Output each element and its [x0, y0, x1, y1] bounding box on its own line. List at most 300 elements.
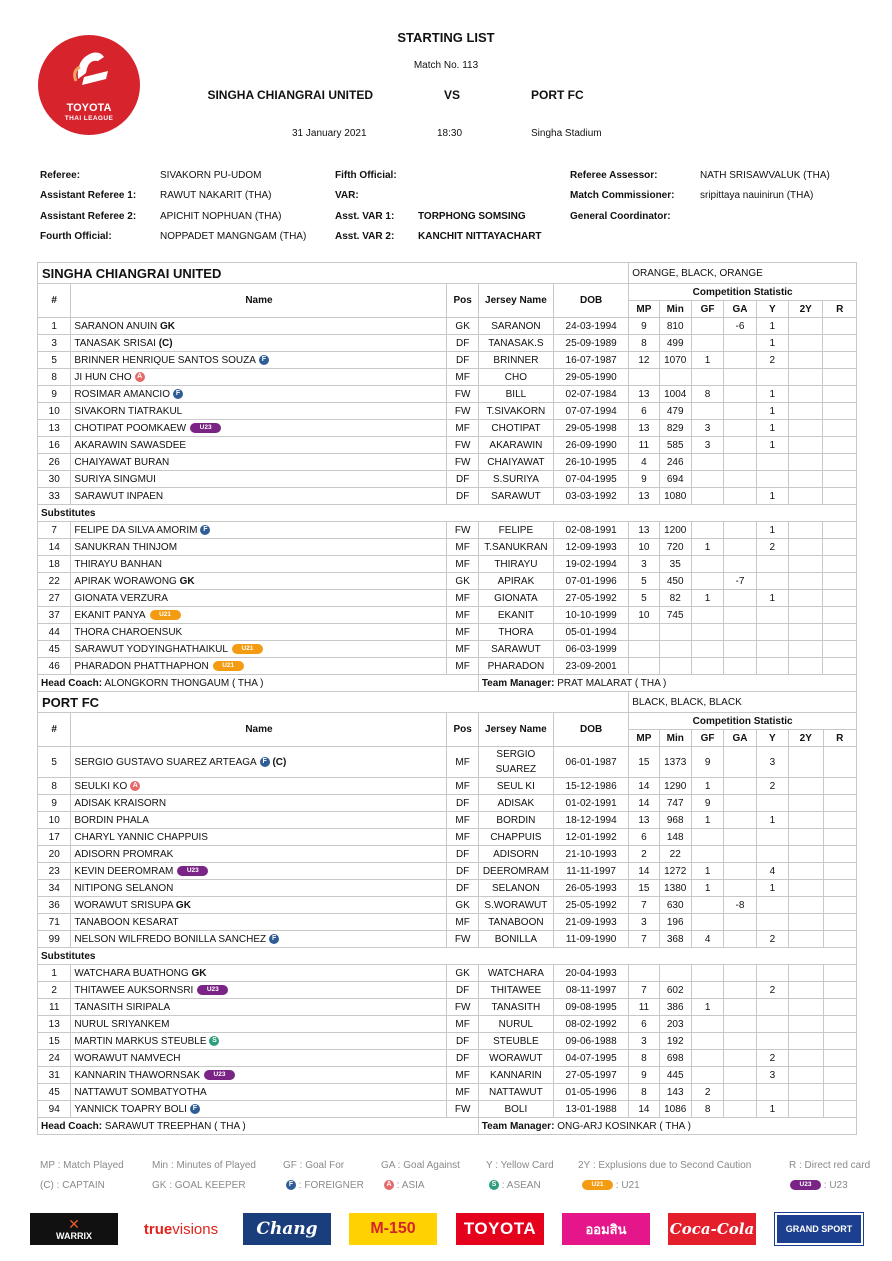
player-jersey: TANASAK.S [478, 335, 553, 352]
player-name: NATTAWUT SOMBATYOTHA [74, 1086, 207, 1098]
stat-min: 143 [659, 1084, 691, 1101]
stat-y [756, 556, 788, 573]
stat-y [756, 607, 788, 624]
u23-badge: U23 [177, 866, 208, 876]
player-name: ADISAK KRAISORN [74, 797, 167, 809]
stat-gf [691, 1067, 723, 1084]
player-dob: 26-09-1990 [554, 437, 629, 454]
player-name-cell [71, 1067, 447, 1084]
stat-r [823, 488, 857, 505]
stat-r [823, 778, 857, 795]
stat-min: 602 [659, 982, 691, 999]
stat-r [823, 999, 857, 1016]
sponsor-warrix [30, 1213, 118, 1245]
stat-min: 810 [659, 318, 691, 335]
stat-mp: 7 [629, 982, 659, 999]
stat-min: 968 [659, 812, 691, 829]
stat-mp: 3 [629, 556, 659, 573]
player-name-cell [71, 1050, 447, 1067]
player-dob: 08-11-1997 [553, 982, 628, 999]
col-y2: 2Y [789, 301, 823, 318]
player-name: SARAWUT INPAEN [74, 490, 164, 502]
u23-badge: U23 [197, 985, 228, 995]
stat-ga [724, 335, 756, 352]
player-row [38, 539, 857, 556]
player-pos: DF [447, 846, 478, 863]
player-number: 99 [38, 931, 71, 948]
stat-ga [724, 778, 756, 795]
stat-gf: 3 [691, 437, 723, 454]
player-name: SEULKI KO [74, 780, 128, 792]
stat-ga [724, 1050, 756, 1067]
stat-gf [691, 1050, 723, 1067]
legend-r: R : Direct red card [789, 1160, 871, 1171]
stat-gf [691, 573, 723, 590]
player-tag: (C) [158, 337, 173, 349]
legend-asia-text: : ASIA [396, 1180, 425, 1191]
player-row [38, 590, 857, 607]
player-number: 33 [38, 488, 71, 505]
player-number: 14 [38, 539, 71, 556]
page-title: STARTING LIST [397, 30, 495, 45]
league-logo [38, 35, 140, 135]
player-dob: 23-09-2001 [554, 658, 629, 675]
stat-gf [691, 658, 723, 675]
player-jersey: T.SANUKRAN [478, 539, 553, 556]
stat-gf [691, 965, 723, 982]
coordinator-label: General Coordinator: [570, 211, 671, 222]
player-name: PHARADON PHATTHAPHON [74, 660, 209, 672]
ar2-label: Assistant Referee 2: [40, 211, 137, 222]
player-name: SARANON ANUIN [74, 320, 158, 332]
stat-y2 [789, 386, 823, 403]
player-name-cell [71, 1084, 447, 1101]
player-number: 36 [38, 897, 71, 914]
player-pos: DF [447, 1050, 478, 1067]
foreigner-icon: F [259, 355, 269, 365]
player-jersey: BORDIN [478, 812, 553, 829]
player-name-cell [71, 403, 447, 420]
player-dob: 18-12-1994 [553, 812, 628, 829]
player-pos: MF [447, 420, 478, 437]
player-dob: 29-05-1990 [554, 369, 629, 386]
player-name: SANUKRAN THINJOM [74, 541, 178, 553]
avar1-label: Asst. VAR 1: [335, 211, 395, 222]
legend-mp: MP : Match Played [40, 1160, 124, 1171]
stat-y2 [789, 1050, 823, 1067]
stat-mp [629, 641, 659, 658]
player-name: SARAWUT YODYINGHATHAIKUL [74, 643, 228, 655]
ar2-value: APICHIT NOPHUAN (THA) [160, 211, 282, 222]
player-row [38, 880, 857, 897]
stat-y2 [789, 522, 823, 539]
stat-ga [724, 1101, 756, 1118]
stat-gf: 1 [691, 590, 723, 607]
player-pos: GK [447, 573, 478, 590]
player-jersey: GIONATA [478, 590, 553, 607]
col-r: R [823, 730, 857, 747]
player-pos: GK [447, 897, 478, 914]
player-pos: MF [447, 607, 478, 624]
player-name-cell [71, 471, 447, 488]
player-pos: FW [447, 1101, 478, 1118]
stat-mp: 13 [629, 488, 659, 505]
stat-min [659, 369, 691, 386]
player-dob: 24-03-1994 [554, 318, 629, 335]
stat-gf: 8 [691, 1101, 723, 1118]
player-row [38, 965, 857, 982]
legend-min: Min : Minutes of Played [152, 1160, 256, 1171]
player-jersey: NURUL [478, 1016, 553, 1033]
stat-mp: 13 [629, 522, 659, 539]
stat-mp: 14 [629, 1101, 659, 1118]
stat-y: 1 [756, 880, 788, 897]
stat-min: 1086 [659, 1101, 691, 1118]
player-row [38, 607, 857, 624]
player-pos: GK [447, 965, 478, 982]
stat-y2 [789, 880, 823, 897]
stat-y [756, 795, 788, 812]
u23-badge: U23 [204, 1070, 235, 1080]
legend-asean-text: : ASEAN [501, 1180, 541, 1191]
team-kit-colors: ORANGE, BLACK, ORANGE [629, 263, 857, 284]
player-pos: FW [447, 931, 478, 948]
player-dob: 25-05-1992 [553, 897, 628, 914]
player-name: THORA CHAROENSUK [74, 626, 183, 638]
player-jersey: ADISAK [478, 795, 553, 812]
sponsor-toyota: TOYOTA [456, 1213, 544, 1245]
player-name-cell [71, 522, 447, 539]
player-name-cell [71, 641, 447, 658]
stat-min [659, 965, 691, 982]
player-pos: MF [447, 369, 478, 386]
player-jersey: SEUL KI [478, 778, 553, 795]
stat-y2 [789, 1033, 823, 1050]
stat-ga [724, 420, 756, 437]
player-jersey: APIRAK [478, 573, 553, 590]
player-name: THIRAYU BANHAN [74, 558, 163, 570]
legend-gk: GK : GOAL KEEPER [152, 1180, 246, 1191]
stat-mp: 3 [629, 1033, 659, 1050]
col-name: Name [71, 284, 447, 318]
stat-y [756, 454, 788, 471]
sponsor-chang: Chang [243, 1213, 331, 1245]
asean-icon: S [209, 1036, 219, 1046]
legend-gf: GF : Goal For [283, 1160, 345, 1171]
stat-min: 445 [659, 1067, 691, 1084]
stat-ga: -7 [724, 573, 756, 590]
stat-y2 [789, 369, 823, 386]
player-jersey: CHO [478, 369, 553, 386]
stat-y [756, 1033, 788, 1050]
stat-y [756, 573, 788, 590]
stat-min: 386 [659, 999, 691, 1016]
player-name-cell [71, 539, 447, 556]
stat-mp: 13 [629, 812, 659, 829]
stat-r [823, 539, 857, 556]
player-name-cell [71, 369, 447, 386]
legend-y: Y : Yellow Card [486, 1160, 554, 1171]
col-gf: GF [691, 730, 723, 747]
away-team-table [37, 691, 857, 1135]
player-number: 8 [38, 778, 71, 795]
player-row [38, 335, 857, 352]
stat-mp: 14 [629, 778, 659, 795]
ar1-value: RAWUT NAKARIT (THA) [160, 190, 272, 201]
stat-min: 499 [659, 335, 691, 352]
stat-ga [724, 471, 756, 488]
legend-captain: (C) : CAPTAIN [40, 1180, 105, 1191]
stat-y2 [789, 437, 823, 454]
foreigner-icon: F [260, 757, 270, 767]
stat-mp: 10 [629, 539, 659, 556]
head-coach-label: Head Coach: [41, 677, 103, 689]
player-pos: MF [447, 778, 478, 795]
player-dob: 27-05-1997 [553, 1067, 628, 1084]
player-number: 18 [38, 556, 71, 573]
col-ga: GA [724, 730, 756, 747]
team-manager-label: Team Manager: [481, 677, 555, 689]
sponsor-cocacola: Coca-Cola [668, 1213, 756, 1245]
stat-min [659, 658, 691, 675]
u21-badge: U21 [150, 610, 181, 620]
player-row [38, 522, 857, 539]
player-dob: 05-01-1994 [554, 624, 629, 641]
player-number: 15 [38, 1033, 71, 1050]
player-name: NITIPONG SELANON [74, 882, 174, 894]
stat-min: 698 [659, 1050, 691, 1067]
player-dob: 06-01-1987 [553, 747, 628, 778]
stat-min: 585 [659, 437, 691, 454]
player-name: FELIPE DA SILVA AMORIM [74, 524, 198, 536]
col-dob: DOB [554, 284, 629, 318]
player-row [38, 747, 857, 778]
truevisions-text-b: visions [172, 1220, 219, 1238]
player-row [38, 1033, 857, 1050]
stat-r [823, 590, 857, 607]
stat-y [756, 624, 788, 641]
stat-y2 [789, 999, 823, 1016]
stat-y [756, 965, 788, 982]
player-number: 8 [38, 369, 71, 386]
player-pos: MF [447, 914, 478, 931]
player-name-cell [71, 897, 447, 914]
player-row [38, 1016, 857, 1033]
player-name: NELSON WILFREDO BONILLA SANCHEZ [74, 933, 267, 945]
stat-mp: 2 [629, 846, 659, 863]
stat-min: 1080 [659, 488, 691, 505]
stat-mp: 8 [629, 1050, 659, 1067]
stat-gf: 1 [691, 812, 723, 829]
match-time: 18:30 [437, 128, 463, 139]
player-number: 94 [38, 1101, 71, 1118]
player-dob: 04-07-1995 [553, 1050, 628, 1067]
stat-r [823, 846, 857, 863]
player-pos: MF [447, 812, 478, 829]
avar2-label: Asst. VAR 2: [335, 231, 395, 242]
player-jersey: SARANON [478, 318, 553, 335]
col-jersey: Jersey Name [478, 284, 553, 318]
player-name-cell [71, 590, 447, 607]
player-name: SURIYA SINGMUI [74, 473, 156, 485]
legend-asia [381, 1180, 425, 1191]
stat-mp: 5 [629, 573, 659, 590]
col-stats: Competition Statistic [629, 284, 857, 301]
team-manager-value: PRAT MALARAT ( THA ) [557, 677, 667, 689]
player-pos: DF [447, 863, 478, 880]
stat-min: 479 [659, 403, 691, 420]
player-jersey: EKANIT [478, 607, 553, 624]
player-number: 71 [38, 914, 71, 931]
player-dob: 16-07-1987 [554, 352, 629, 369]
stat-ga [724, 607, 756, 624]
stat-min: 720 [659, 539, 691, 556]
player-name: TANASITH SIRIPALA [74, 1001, 171, 1013]
stat-ga [724, 658, 756, 675]
legend-ga: GA : Goal Against [381, 1160, 460, 1171]
stat-y: 1 [756, 1101, 788, 1118]
player-jersey: BONILLA [478, 931, 553, 948]
head-coach [38, 1118, 479, 1135]
stat-mp: 10 [629, 607, 659, 624]
player-dob: 01-02-1991 [553, 795, 628, 812]
stat-r [823, 658, 857, 675]
stat-min: 1380 [659, 880, 691, 897]
stat-ga [724, 539, 756, 556]
player-jersey: TANABOON [478, 914, 553, 931]
player-pos: FW [447, 522, 478, 539]
player-name: JI HUN CHO [74, 371, 132, 383]
player-dob: 08-02-1992 [553, 1016, 628, 1033]
stat-gf [691, 556, 723, 573]
player-pos: MF [447, 747, 478, 778]
sponsor-truevisions [138, 1213, 224, 1245]
stat-gf: 1 [691, 778, 723, 795]
player-jersey: THITAWEE [478, 982, 553, 999]
player-number: 45 [38, 641, 71, 658]
stat-r [823, 747, 857, 778]
foreigner-icon: F [173, 389, 183, 399]
player-row [38, 812, 857, 829]
stat-gf: 1 [691, 880, 723, 897]
referee-value: SIVAKORN PU-UDOM [160, 170, 262, 181]
player-tag: GK [191, 967, 207, 979]
col-r: R [823, 301, 857, 318]
stat-gf [691, 471, 723, 488]
stat-r [823, 1016, 857, 1033]
stat-gf [691, 1016, 723, 1033]
asia-icon: A [130, 781, 140, 791]
stat-r [823, 1067, 857, 1084]
stat-r [823, 573, 857, 590]
stat-mp: 9 [629, 471, 659, 488]
stat-y2 [789, 454, 823, 471]
stat-y2 [789, 590, 823, 607]
player-jersey: BOLI [478, 1101, 553, 1118]
player-name: CHAIYAWAT BURAN [74, 456, 170, 468]
player-dob: 07-01-1996 [554, 573, 629, 590]
player-pos: MF [447, 1067, 478, 1084]
player-name-cell [71, 846, 447, 863]
stat-mp: 7 [629, 897, 659, 914]
stat-y: 2 [756, 982, 788, 999]
stat-ga [724, 1033, 756, 1050]
stat-y2 [789, 641, 823, 658]
player-jersey: CHOTIPAT [478, 420, 553, 437]
player-pos: MF [447, 1016, 478, 1033]
player-jersey: SERGIO SUAREZ [478, 747, 553, 778]
player-pos: MF [447, 1084, 478, 1101]
stat-mp: 15 [629, 880, 659, 897]
stat-ga [724, 1016, 756, 1033]
stat-y [756, 914, 788, 931]
stat-y: 1 [756, 488, 788, 505]
stat-gf [691, 488, 723, 505]
col-name: Name [71, 713, 447, 747]
stat-ga [724, 747, 756, 778]
player-name: WORAWUT SRISUPA [74, 899, 174, 911]
player-number: 9 [38, 795, 71, 812]
logo-text-toyota: TOYOTA [66, 102, 112, 114]
team-kit-colors: BLACK, BLACK, BLACK [629, 692, 857, 713]
player-pos: MF [447, 624, 478, 641]
stat-ga [724, 999, 756, 1016]
stat-r [823, 812, 857, 829]
stat-y [756, 829, 788, 846]
sponsor-gsb: ออมสิน [562, 1213, 650, 1245]
player-name: KEVIN DEEROMRAM [74, 865, 174, 877]
stat-r [823, 829, 857, 846]
player-pos: FW [447, 437, 478, 454]
player-number: 5 [38, 747, 71, 778]
var-label: VAR: [335, 190, 359, 201]
player-name: GIONATA VERZURA [74, 592, 168, 604]
stat-y2 [789, 863, 823, 880]
player-pos: DF [447, 982, 478, 999]
player-row [38, 454, 857, 471]
team-manager [478, 1118, 856, 1135]
player-jersey: WATCHARA [478, 965, 553, 982]
player-row [38, 863, 857, 880]
stat-r [823, 335, 857, 352]
player-name-cell [71, 812, 447, 829]
stat-y: 2 [756, 352, 788, 369]
stat-gf [691, 624, 723, 641]
player-number: 22 [38, 573, 71, 590]
player-pos: FW [447, 999, 478, 1016]
stat-ga [724, 931, 756, 948]
player-jersey: TANASITH [478, 999, 553, 1016]
player-name-cell [71, 454, 447, 471]
stat-y: 1 [756, 812, 788, 829]
player-name: EKANIT PANYA [74, 609, 146, 621]
player-jersey: BRINNER [478, 352, 553, 369]
player-dob: 19-02-1994 [554, 556, 629, 573]
versus-label: VS [443, 88, 460, 102]
stat-y: 1 [756, 403, 788, 420]
stat-r [823, 863, 857, 880]
stat-y2 [789, 795, 823, 812]
player-pos: FW [447, 386, 478, 403]
player-name-cell [71, 931, 447, 948]
player-name: CHARYL YANNIC CHAPPUIS [74, 831, 208, 843]
stat-y: 2 [756, 778, 788, 795]
stat-min: 203 [659, 1016, 691, 1033]
away-team-title: PORT FC [531, 88, 584, 102]
stat-ga [724, 437, 756, 454]
player-number: 10 [38, 812, 71, 829]
stat-y: 1 [756, 522, 788, 539]
